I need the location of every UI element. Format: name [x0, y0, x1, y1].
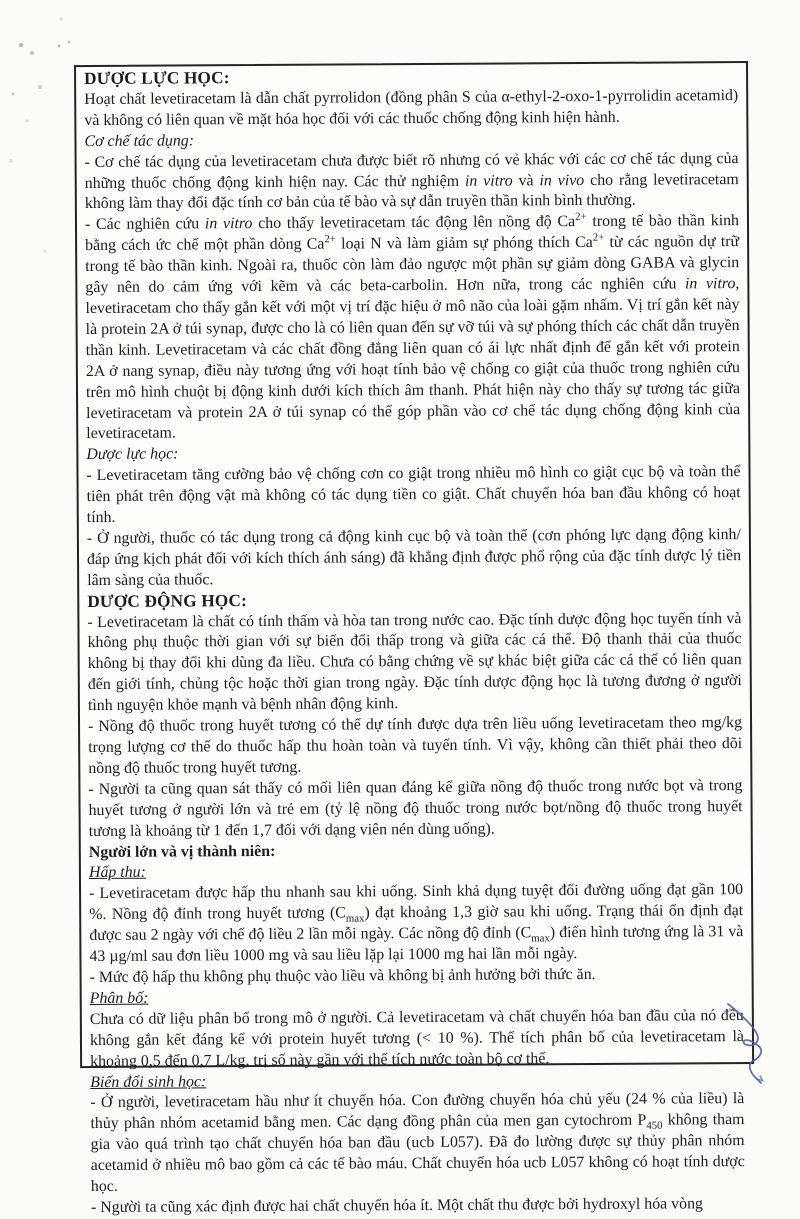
section-heading: DƯỢC LỰC HỌC: — [84, 68, 230, 89]
paragraph: - Levetiracetam được hấp thu nhanh sau khi uống. Sinh khả dụng tuyệt đối đường uống đạt gần 100 %. Nồng độ đỉnh trong huyết tương $(C_{max})$ đạt khoảng 1,3 giờ sau khi uống. Trạng thái ổn định đạt được sau 2 ngày với chế độ liều 2 lần mỗi ngày. Các nồng độ đỉnh $(C_{max})$ điển hình tương ứng là 31 và 43 µg/ml sau đơn liều 1000 mg và sau liều lặp lại 1000 mg hai lần mỗi ngày. — [89, 881, 744, 966]
paragraph: - Người ta cũng xác định được hai chất chuyển hóa ít. Một chất thu được bởi hydroxyl hóa vòng — [90, 1195, 703, 1216]
paragraph: Hoạt chất levetiracetam là dẫn chất pyrrolidon (đồng phân S của α-ethyl-2-oxo-1-pyrrolidin acetamid) và không có liên quan về mặt hóa học đối với các thuốc chống động kinh hiện hành. — [84, 86, 739, 129]
scan-speckles — [0, 0, 2, 2]
subsection-heading: Phân bố: — [89, 989, 149, 1007]
subsection-heading: Biến đổi sinh học: — [90, 1072, 207, 1091]
paragraph: - Mức độ hấp thu không phụ thuộc vào liều và không bị ảnh hưởng bởi thức ăn. — [89, 965, 596, 987]
paragraph: - Cơ chế tác dụng của levetiracetam chưa được biết rõ nhưng có vẻ khác với các cơ chế tác dụng của những thuốc chống động kinh hiện nay. Các thử nghiệm in vitro và in vivo cho rằng levetiracetam không làm thay đổi đặc tính cơ bản của tế bào và sự dẫn truyền thần kinh bình thường. — [84, 149, 739, 213]
paragraph: - Các nghiên cứu in vitro cho thấy levetiracetam tác động lên nồng độ $Ca^{2+}$ trong tế bào thần kinh bằng cách ức chế một phần dòng $Ca^{2+}$ loại N và làm giảm sự phóng thích $Ca^{2+}$ từ các nguồn dự trữ trong tế bào thần kinh. Ngoài ra, thuốc còn làm đảo ngược một phần sự giảm dòng GABA và glycin gây nên do cảm ứng với kẽm và các beta-carbolin. Hơn nữa, trong các nghiên cứu in vitro, levetiracetam cho thấy gắn kết với một vị trí đặc hiệu ở mô não của loài gặm nhấm. Vị trí gắn kết này là protein 2A ở túi synap, được cho là có liên quan đến sự vỡ túi và sự phóng thích các chất dẫn truyền thần kinh. Levetiracetam và các chất đồng đẳng liên quan có ái lực nhất định để gắn kết với protein 2A ở nang synap, điều này tương ứng với hoạt tính bảo vệ chống co giật của thuốc trong nghiên cứu trên mô hình chuột bị động kinh dưới kích thích âm thanh. Phát hiện này cho thấy sự tương tác giữa levetiracetam và protein 2A ở túi synap có thể góp phần vào cơ chế tác dụng chống động kinh của levetiracetam. — [84, 211, 741, 443]
subsection-heading: Hấp thu: — [88, 864, 146, 882]
paragraph: - Levetiracetam tăng cường bảo vệ chống cơn co giật trong nhiều mô hình co giật cục bộ và toàn thể tiên phát trên động vật mà không có tác dụng tiền co giật. Chất chuyển hóa ban đầu không có hoạt tính. — [86, 463, 741, 527]
subsection-heading: Người lớn và vị thành niên: — [88, 842, 276, 861]
paragraph: - Nồng độ thuốc trong huyết tương có thể dự tính được dựa trên liều uống levetiracetam theo mg/kg trọng lượng cơ thể do thuốc hấp thu hoàn toàn và tuyến tính. Vì vậy, không cần thiết phải theo dõi nồng độ thuốc trong huyết tương. — [88, 714, 743, 777]
document-frame — [74, 61, 754, 1216]
paragraph: - Ở người, levetiracetam hầu như ít chuyển hóa. Con đường chuyển hóa chủ yếu (24 % của liều) là thủy phân nhóm acetamid bằng men. Các dạng đồng phân của men gan cytochrom $P_{450}$ không tham gia vào quá trình tạo chất chuyển hóa ban đầu (ucb L057). Đã đo lường được sự thủy phân nhóm acetamid ở nhiều mô bao gồm cả các tế bào máu. Chất chuyển hóa ucb L057 không có hoạt tính dược học. — [90, 1090, 745, 1196]
section-heading: DƯỢC ĐỘNG HỌC: — [87, 590, 248, 611]
subsection-heading: Cơ chế tác dụng: — [84, 132, 195, 150]
paragraph: - Ở người, thuốc có tác dụng trong cả động kinh cục bộ và toàn thể (cơn phóng lực dạng động kinh/ đáp ứng kịch phát đối với kích thích ánh sáng) đã khẳng định được phổ rộng của đặc tính dược lý tiền lâm sàng của thuốc. — [86, 525, 742, 589]
subsection-heading: Dược lực học: — [86, 445, 179, 464]
paragraph: - Người ta cũng quan sát thấy có mối liên quan đáng kể giữa nồng độ thuốc trong nước bọt và trong huyết tương ở người lớn và trẻ em (tỷ lệ nồng độ thuốc trong nước bọt/nồng độ thuốc trong huyết tương là khoảng từ 1 đến 1,7 đối với dạng viên nén dùng uống). — [88, 776, 743, 840]
paragraph: - Levetiracetam là chất có tính thấm và hòa tan trong nước cao. Đặc tính dược động học tuyến tính và không phụ thuộc thời gian với sự biến đổi thấp trong và giữa các cá thể. Độ thanh thải của thuốc không bị thay đổi khi dùng đa liều. Chưa có bằng chứng về sự khác biệt giữa các cá thể có liên quan đến giới tính, chủng tộc hoặc thời gian trong ngày. Đặc tính dược động học là tương đương ở người tình nguyện khỏe mạnh và bệnh nhân động kinh. — [87, 609, 742, 715]
paragraph: Chưa có dữ liệu phân bố trong mô ở người. Cả levetiracetam và chất chuyển hóa ban đầu của nó đều không gắn kết đáng kể với protein huyết tương (< 10 %). Thể tích phân bố của levetiracetam là khoảng 0,5 đến 0,7 L/kg, trị số này gần với thể tích nước toàn bộ cơ thể. — [89, 1006, 745, 1070]
pen-squiggle-mark — [724, 996, 798, 1094]
document-content — [84, 65, 745, 1219]
